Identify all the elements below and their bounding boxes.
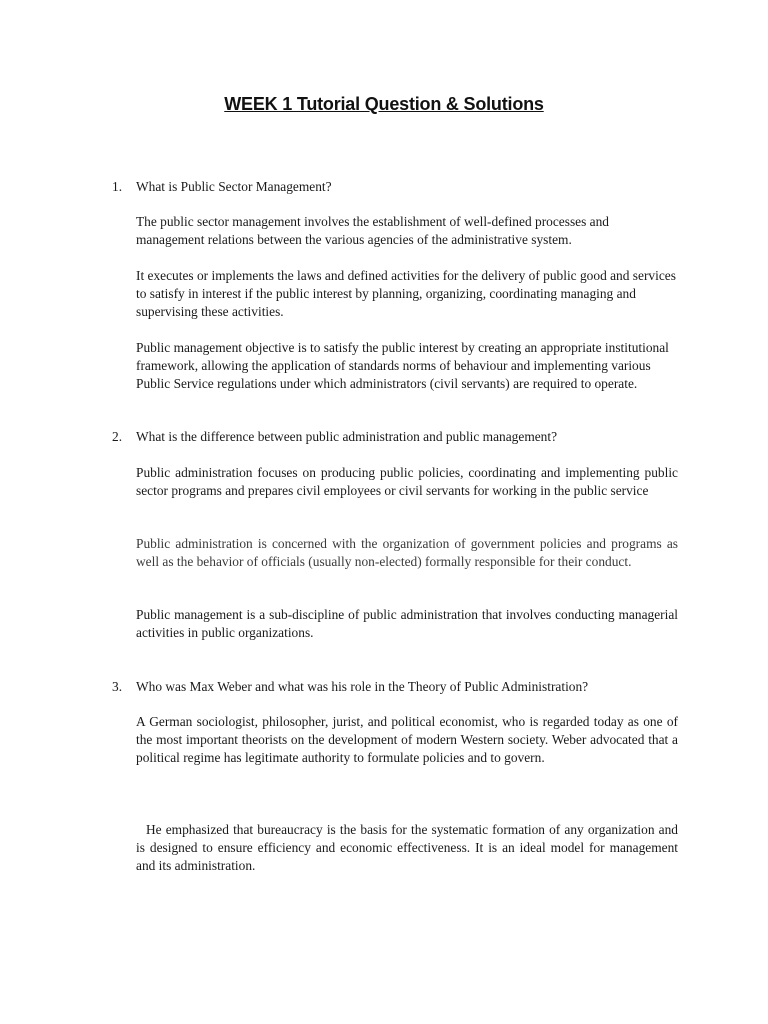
question-number: 2.	[112, 429, 123, 444]
question-number: 1.	[112, 179, 123, 194]
question-1	[112, 178, 680, 196]
answer-paragraph: Public management objective is to satisfy the public interest by creating an appropriate institutional framework, allowing the application of standards norms of behaviour and implementing various Public Service regulations under which administrators (civil servants) are required to operate.	[136, 340, 669, 391]
document-title: WEEK 1 Tutorial Question & Solutions	[224, 94, 544, 114]
answer-paragraph: Public administration focuses on producing public policies, coordinating and implementing public sector programs and prepares civil employees or civil servants for working in the public service	[136, 465, 678, 498]
question-text: What is the difference between public administration and public management?	[136, 429, 558, 444]
answer-paragraph: It executes or implements the laws and defined activities for the delivery of public good and services to satisfy in interest if the public interest by planning, organizing, coordinating managing and supervising these activities.	[136, 268, 676, 319]
question-text: What is Public Sector Management?	[136, 179, 332, 194]
answer-paragraph: He emphasized that bureaucracy is the basis for the systematic formation of any organization and is designed to ensure efficiency and economic effectiveness. It is an ideal model for management and its administration.	[136, 822, 678, 873]
question-text: Who was Max Weber and what was his role in the Theory of Public Administration?	[136, 679, 589, 694]
answer-paragraph: Public management is a sub-discipline of public administration that involves conducting managerial activities in public organizations.	[136, 607, 678, 640]
question-2	[112, 428, 680, 446]
answer-paragraph: A German sociologist, philosopher, jurist, and political economist, who is regarded today as one of the most important theorists on the development of modern Western society. Weber advocated that a political regime has legitimate authority to formulate policies and to govern.	[136, 714, 678, 765]
question-3	[112, 678, 680, 696]
question-number: 3.	[112, 679, 123, 694]
answer-paragraph: Public administration is concerned with the organization of government policies and programs as well as the behavior of officials (usually non-elected) formally responsible for their conduct.	[136, 536, 678, 569]
answer-paragraph: The public sector management involves the establishment of well-defined processes and management relations between the various agencies of the administrative system.	[136, 214, 609, 247]
